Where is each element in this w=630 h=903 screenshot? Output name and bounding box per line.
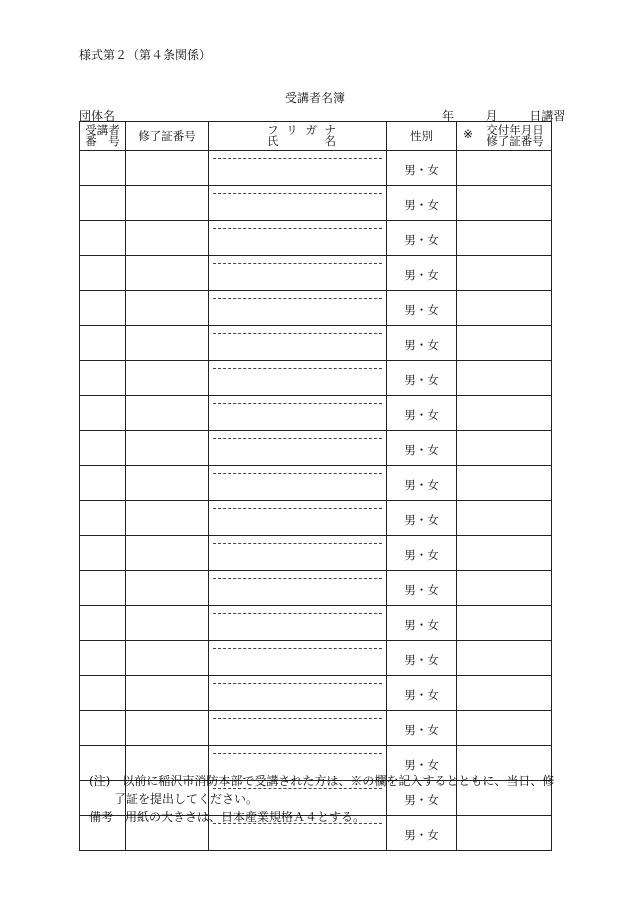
furigana-name-cell[interactable] [209, 396, 387, 431]
trainee-roster-table [79, 121, 552, 851]
table-header-row [80, 122, 552, 151]
issued-date-cert-cell[interactable] [457, 151, 552, 186]
gender-cell[interactable]: 男・女 [387, 431, 457, 466]
furigana-divider [213, 438, 382, 439]
furigana-divider [213, 613, 382, 614]
furigana-divider [213, 228, 382, 229]
issued-date-cert-cell[interactable] [457, 431, 552, 466]
furigana-name-cell[interactable] [209, 326, 387, 361]
table-row [80, 711, 552, 746]
table-row [80, 186, 552, 221]
cert-number-cell[interactable] [126, 536, 209, 571]
month-label: 月 [485, 109, 498, 123]
table-row [80, 501, 552, 536]
furigana-divider [213, 473, 382, 474]
furigana-name-cell[interactable] [209, 151, 387, 186]
trainee-number-cell[interactable] [80, 151, 126, 186]
furigana-divider [213, 718, 382, 719]
trainee-number-cell[interactable] [80, 466, 126, 501]
gender-cell[interactable]: 男・女 [387, 606, 457, 641]
table-row [80, 396, 552, 431]
furigana-divider [213, 333, 382, 334]
gender-cell[interactable]: 男・女 [387, 676, 457, 711]
remark-line: 備考 用紙の大きさは、日本産業規格Ａ４とする。 [89, 810, 366, 824]
cert-number-cell[interactable] [126, 221, 209, 256]
furigana-divider [213, 403, 382, 404]
gender-cell[interactable]: 男・女 [387, 536, 457, 571]
cert-number-cell[interactable] [126, 641, 209, 676]
trainee-number-cell[interactable] [80, 291, 126, 326]
trainee-number-cell[interactable] [80, 431, 126, 466]
gender-cell[interactable]: 男・女 [387, 711, 457, 746]
trainee-number-cell[interactable] [80, 641, 126, 676]
issued-date-cert-cell[interactable] [457, 536, 552, 571]
table-row [80, 676, 552, 711]
issued-date-cert-cell[interactable] [457, 676, 552, 711]
furigana-divider [213, 578, 382, 579]
cert-number-cell[interactable] [126, 606, 209, 641]
issued-date-cert-cell[interactable] [457, 571, 552, 606]
trainee-number-cell[interactable] [80, 396, 126, 431]
table-row [80, 361, 552, 396]
gender-cell[interactable]: 男・女 [387, 746, 457, 781]
furigana-name-cell[interactable] [209, 431, 387, 466]
gender-cell[interactable]: 男・女 [387, 396, 457, 431]
gender-cell[interactable]: 男・女 [387, 326, 457, 361]
gender-cell[interactable]: 男・女 [387, 361, 457, 396]
table-row [80, 571, 552, 606]
issued-date-cert-cell[interactable] [457, 326, 552, 361]
issued-date-cert-cell[interactable] [457, 641, 552, 676]
table-row [80, 256, 552, 291]
issued-date-cert-cell[interactable] [457, 361, 552, 396]
furigana-divider [213, 263, 382, 264]
gender-cell[interactable]: 男・女 [387, 641, 457, 676]
cert-number-cell[interactable] [126, 431, 209, 466]
roster-body [80, 151, 552, 851]
table-row [80, 606, 552, 641]
trainee-number-cell[interactable] [80, 256, 126, 291]
furigana-name-cell[interactable] [209, 676, 387, 711]
note-line-1: (注) 以前に稲沢市消防本部で受講された方は、※の欄を記入するとともに、当日、修 [89, 774, 555, 788]
cert-number-cell[interactable] [126, 676, 209, 711]
table-row [80, 291, 552, 326]
cert-number-cell[interactable] [126, 396, 209, 431]
furigana-name-cell[interactable] [209, 466, 387, 501]
cert-number-cell[interactable] [126, 256, 209, 291]
furigana-divider [213, 753, 382, 754]
furigana-name-cell[interactable] [209, 641, 387, 676]
reference-mark: ※ [463, 127, 474, 141]
trainee-number-cell[interactable] [80, 326, 126, 361]
furigana-name-cell[interactable] [209, 186, 387, 221]
furigana-divider [213, 683, 382, 684]
furigana-name-cell[interactable] [209, 536, 387, 571]
furigana-divider [213, 158, 382, 159]
cert-number-cell[interactable] [126, 711, 209, 746]
trainee-number-cell[interactable] [80, 501, 126, 536]
table-row [80, 151, 552, 186]
header-issued-date-cert: ※ 交付年月日 修了証番号 [457, 122, 552, 151]
group-name-label: 団体名 [79, 109, 116, 123]
table-row [80, 641, 552, 676]
header-gender: 性別 [387, 122, 457, 151]
table-row [80, 221, 552, 256]
gender-cell[interactable]: 男・女 [387, 221, 457, 256]
furigana-name-cell[interactable] [209, 571, 387, 606]
furigana-name-cell[interactable] [209, 606, 387, 641]
issued-date-cert-cell[interactable] [457, 501, 552, 536]
furigana-name-cell[interactable] [209, 256, 387, 291]
cert-number-cell[interactable] [126, 151, 209, 186]
form-number: 様式第２（第４条関係） [79, 48, 212, 62]
furigana-divider [213, 368, 382, 369]
gender-cell[interactable]: 男・女 [387, 816, 457, 851]
page-title: 受講者名簿 [284, 91, 345, 105]
gender-cell[interactable]: 男・女 [387, 466, 457, 501]
header-cert-number: 修了証番号 [126, 122, 209, 151]
gender-cell[interactable]: 男・女 [387, 186, 457, 221]
cert-number-cell[interactable] [126, 186, 209, 221]
cert-number-cell[interactable] [126, 466, 209, 501]
cert-number-cell[interactable] [126, 326, 209, 361]
day-label: 日講習 [529, 109, 566, 123]
trainee-number-cell[interactable] [80, 361, 126, 396]
trainee-number-cell[interactable] [80, 536, 126, 571]
trainee-number-cell[interactable] [80, 606, 126, 641]
cert-number-cell[interactable] [126, 291, 209, 326]
note-line-2: 了証を提出してください。 [114, 792, 259, 806]
gender-cell[interactable]: 男・女 [387, 291, 457, 326]
furigana-divider [213, 298, 382, 299]
furigana-name-cell[interactable] [209, 221, 387, 256]
furigana-divider [213, 543, 382, 544]
furigana-divider [213, 508, 382, 509]
cert-number-cell[interactable] [126, 501, 209, 536]
trainee-number-cell[interactable] [80, 676, 126, 711]
furigana-name-cell[interactable] [209, 501, 387, 536]
gender-cell[interactable]: 男・女 [387, 151, 457, 186]
table-row [80, 326, 552, 361]
issued-date-cert-cell[interactable] [457, 186, 552, 221]
table-row [80, 431, 552, 466]
issued-date-cert-cell[interactable] [457, 606, 552, 641]
cert-number-cell[interactable] [126, 361, 209, 396]
issued-date-cert-cell[interactable] [457, 221, 552, 256]
furigana-name-cell[interactable] [209, 711, 387, 746]
gender-cell[interactable]: 男・女 [387, 571, 457, 606]
trainee-number-cell[interactable] [80, 186, 126, 221]
notes-section [89, 772, 559, 826]
gender-cell[interactable]: 男・女 [387, 781, 457, 816]
issued-date-cert-cell[interactable] [457, 396, 552, 431]
issued-date-cert-cell[interactable] [457, 711, 552, 746]
year-label: 年 [442, 109, 455, 123]
header-furigana-name: フ リ ガ ナ 氏 名 [209, 122, 387, 151]
gender-cell[interactable]: 男・女 [387, 256, 457, 291]
trainee-number-cell[interactable] [80, 221, 126, 256]
furigana-divider [213, 193, 382, 194]
issued-date-cert-cell[interactable] [457, 256, 552, 291]
furigana-name-cell[interactable] [209, 291, 387, 326]
table-row [80, 536, 552, 571]
table-row [80, 466, 552, 501]
trainee-number-cell[interactable] [80, 571, 126, 606]
furigana-divider [213, 648, 382, 649]
cert-number-cell[interactable] [126, 571, 209, 606]
furigana-name-cell[interactable] [209, 361, 387, 396]
trainee-number-cell[interactable] [80, 711, 126, 746]
gender-cell[interactable]: 男・女 [387, 501, 457, 536]
issued-date-cert-cell[interactable] [457, 291, 552, 326]
header-trainee-number: 受講者 番 号 [80, 122, 126, 151]
issued-date-cert-cell[interactable] [457, 466, 552, 501]
